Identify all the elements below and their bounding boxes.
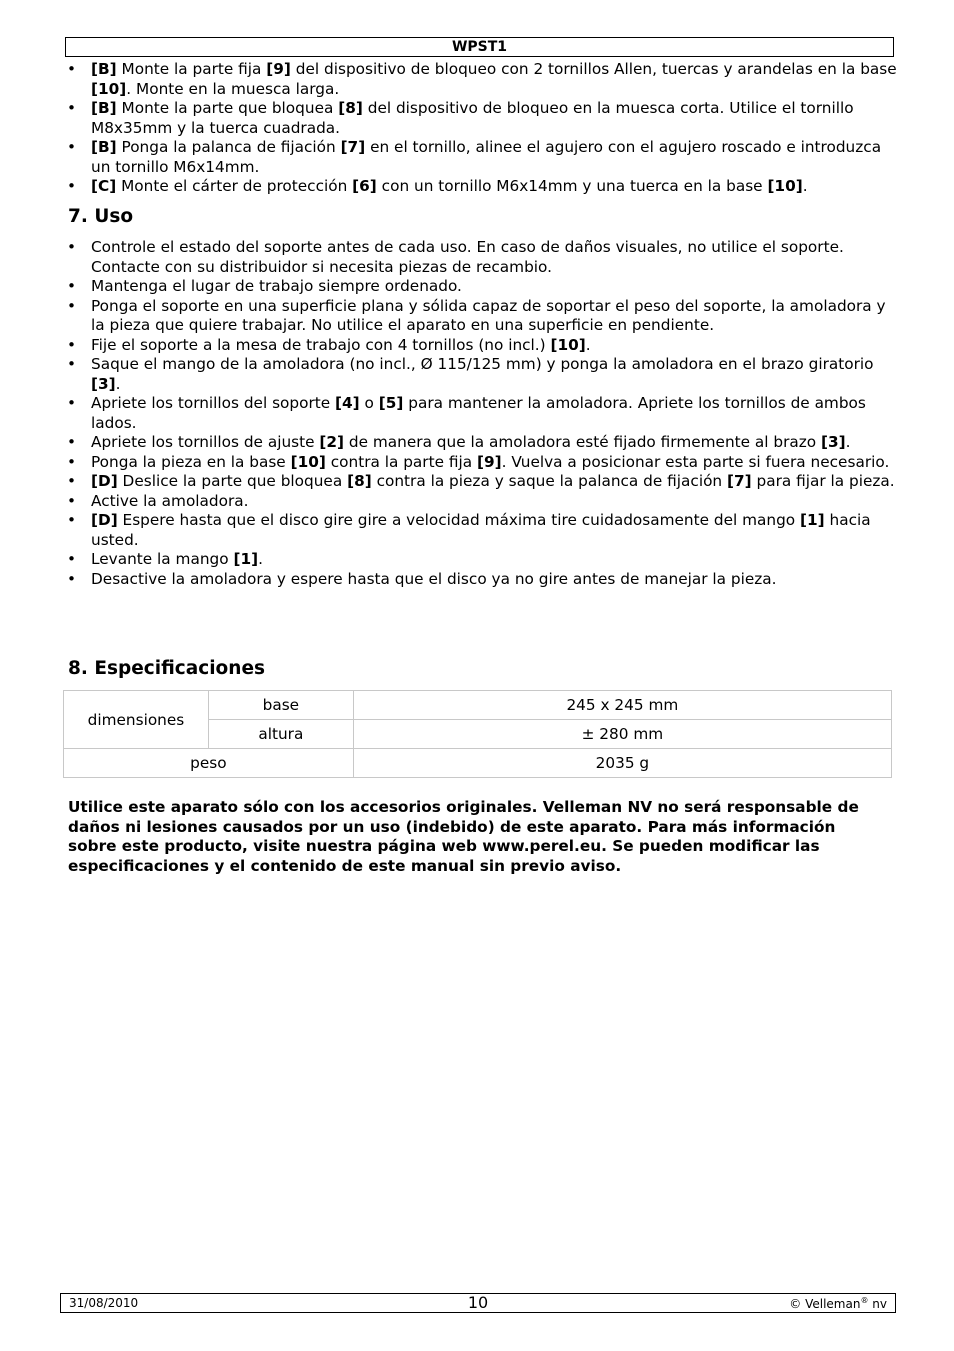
footer-copyright	[789, 1296, 887, 1311]
list-item-text: Active la amoladora.	[91, 491, 249, 510]
part-reference: [10]	[290, 452, 326, 471]
list-item-text: . Vuelva a posicionar esta parte si fuera necesario.	[501, 452, 890, 471]
list-item-text: .	[802, 177, 808, 195]
part-reference: [2]	[319, 433, 345, 451]
part-reference: [B]	[91, 99, 117, 117]
footer-date: 31/08/2010	[69, 1296, 139, 1310]
list-item-text: para mantener la amoladora. Apriete los tornillos de ambos lados.	[91, 394, 866, 432]
list-item	[67, 238, 897, 277]
list-item	[67, 336, 897, 356]
list-item	[67, 60, 897, 99]
part-reference: [7]	[340, 138, 366, 156]
part-reference: [B]	[91, 60, 117, 78]
uso-bullet-list	[67, 238, 897, 589]
list-item-text: Mantenga el lugar de trabajo siempre ordenado.	[91, 277, 462, 295]
list-item-text: .	[258, 550, 263, 568]
list-item	[67, 511, 897, 550]
list-item-text: Controle el estado del soporte antes de cada uso. En caso de daños visuales, no utilice el soporte. Contacte con su distribuidor si necesita piezas de recambio.	[91, 238, 844, 276]
list-item	[67, 297, 897, 336]
spec-label-altura: altura	[208, 720, 353, 749]
assembly-bullet-list	[67, 60, 897, 197]
part-reference: [8]	[347, 472, 372, 490]
list-item-text: Saque el mango de la amoladora (no incl., Ø 115/125 mm) y ponga la amoladora en el brazo giratorio	[91, 355, 874, 373]
list-item-text: Ponga el soporte en una superficie plana y sólida capaz de soportar el peso del soporte, la amoladora y la pieza que quiere trabajar. No utilice el aparato en una superficie en pendiente.	[91, 296, 886, 334]
list-item	[67, 492, 897, 512]
list-item-text: del dispositivo de bloqueo con 2 tornillos Allen, tuercas y arandelas en la base	[290, 60, 897, 78]
list-item	[67, 99, 897, 138]
list-item	[67, 394, 897, 433]
part-reference: [4]	[335, 394, 360, 412]
list-item-text: Espere hasta que el disco gire gire a velocidad máxima tire cuidadosamente del mango	[117, 511, 801, 529]
part-reference: [3]	[91, 374, 116, 393]
table-row	[64, 691, 892, 720]
list-item-text: con un tornillo M6x14mm y una tuerca en la base	[376, 177, 768, 195]
spec-value-peso: 2035 g	[353, 749, 891, 778]
part-reference: [3]	[821, 433, 846, 451]
list-item-text: de manera que la amoladora esté fijado firmemente al brazo	[344, 433, 822, 451]
list-item-text: Monte la parte fija	[116, 60, 267, 78]
list-item-text: Monte el cárter de protección	[116, 177, 353, 195]
list-item-text: contra la parte fija	[325, 452, 477, 471]
part-reference: [D]	[91, 511, 118, 529]
list-item-text: hacia usted.	[91, 511, 871, 549]
section-title-specs: 8. Especificaciones	[68, 658, 265, 679]
list-item	[67, 550, 897, 570]
part-reference: [C]	[91, 177, 117, 195]
list-item-text: Apriete los tornillos de ajuste	[91, 433, 320, 451]
list-item-text: Ponga la pieza en la base	[91, 452, 291, 471]
part-reference: [9]	[266, 60, 291, 78]
copyright-suffix: nv	[868, 1297, 887, 1311]
disclaimer-text: Utilice este aparato sólo con los accesorios originales. Velleman NV no será responsable de daños ni lesiones causados por un uso (indebido) de este aparato. Para más información sobre este producto, visite nuestra página web www.perel.eu. Se pueden modificar las especificaciones y el contenido de este manual sin previo aviso.	[68, 798, 859, 875]
spec-label-base: base	[208, 691, 353, 720]
spec-value-base: 245 x 245 mm	[353, 691, 891, 720]
part-reference: [D]	[91, 472, 118, 490]
list-item-text: contra la pieza y saque la palanca de fijación	[371, 472, 727, 490]
list-item-text: en el tornillo, alinee el agujero con el agujero roscado e introduzca un tornillo M6x14mm.	[91, 138, 882, 176]
specifications-table	[63, 690, 892, 778]
header-model: WPST1	[65, 37, 894, 57]
part-reference: [6]	[352, 177, 377, 195]
list-item-text: o	[359, 394, 379, 412]
part-reference: [1]	[800, 511, 825, 529]
list-item-text: Apriete los tornillos del soporte	[91, 394, 336, 412]
part-reference: [1]	[233, 550, 259, 568]
part-reference: [10]	[767, 177, 803, 195]
spec-value-altura: ± 280 mm	[353, 720, 891, 749]
list-item	[67, 453, 897, 473]
list-item-text: Levante la mango	[91, 550, 234, 568]
part-reference: [10]	[91, 79, 127, 98]
list-item-text: .	[585, 335, 591, 354]
section-title-uso: 7. Uso	[68, 206, 134, 227]
footer-page-number: 10	[467, 1293, 489, 1312]
list-item-text: Ponga la palanca de fijación	[116, 138, 341, 156]
list-item-text: .	[845, 433, 851, 451]
list-item-text: Fije el soporte a la mesa de trabajo con 4 tornillos (no incl.)	[91, 335, 551, 354]
spec-label-dimensiones: dimensiones	[64, 691, 209, 749]
page-footer	[60, 1293, 896, 1313]
list-item	[67, 433, 897, 453]
registered-mark: ®	[860, 1296, 869, 1305]
part-reference: [B]	[91, 138, 117, 156]
list-item	[67, 355, 897, 394]
list-item	[67, 138, 897, 177]
list-item-text: Deslice la parte que bloquea	[117, 472, 348, 490]
list-item-text: .	[115, 374, 121, 393]
list-item-text: del dispositivo de bloqueo en la muesca corta. Utilice el tornillo M8x35mm y la tuerca cuadrada.	[91, 99, 854, 137]
list-item-text: . Monte en la muesca larga.	[126, 79, 340, 98]
list-item-text: Monte la parte que bloquea	[116, 99, 339, 117]
list-item-text: Desactive la amoladora y espere hasta que el disco ya no gire antes de manejar la pieza.	[91, 569, 777, 588]
part-reference: [8]	[338, 99, 363, 117]
part-reference: [5]	[378, 394, 404, 412]
part-reference: [9]	[476, 452, 502, 471]
part-reference: [10]	[550, 335, 586, 354]
copyright-text: © Velleman	[789, 1297, 861, 1311]
list-item-text: para fijar la pieza.	[751, 472, 895, 490]
list-item	[67, 277, 897, 297]
list-item	[67, 177, 897, 197]
list-item	[67, 472, 897, 492]
spec-label-peso: peso	[64, 749, 354, 778]
part-reference: [7]	[726, 472, 752, 490]
table-row	[64, 749, 892, 778]
list-item	[67, 570, 897, 590]
